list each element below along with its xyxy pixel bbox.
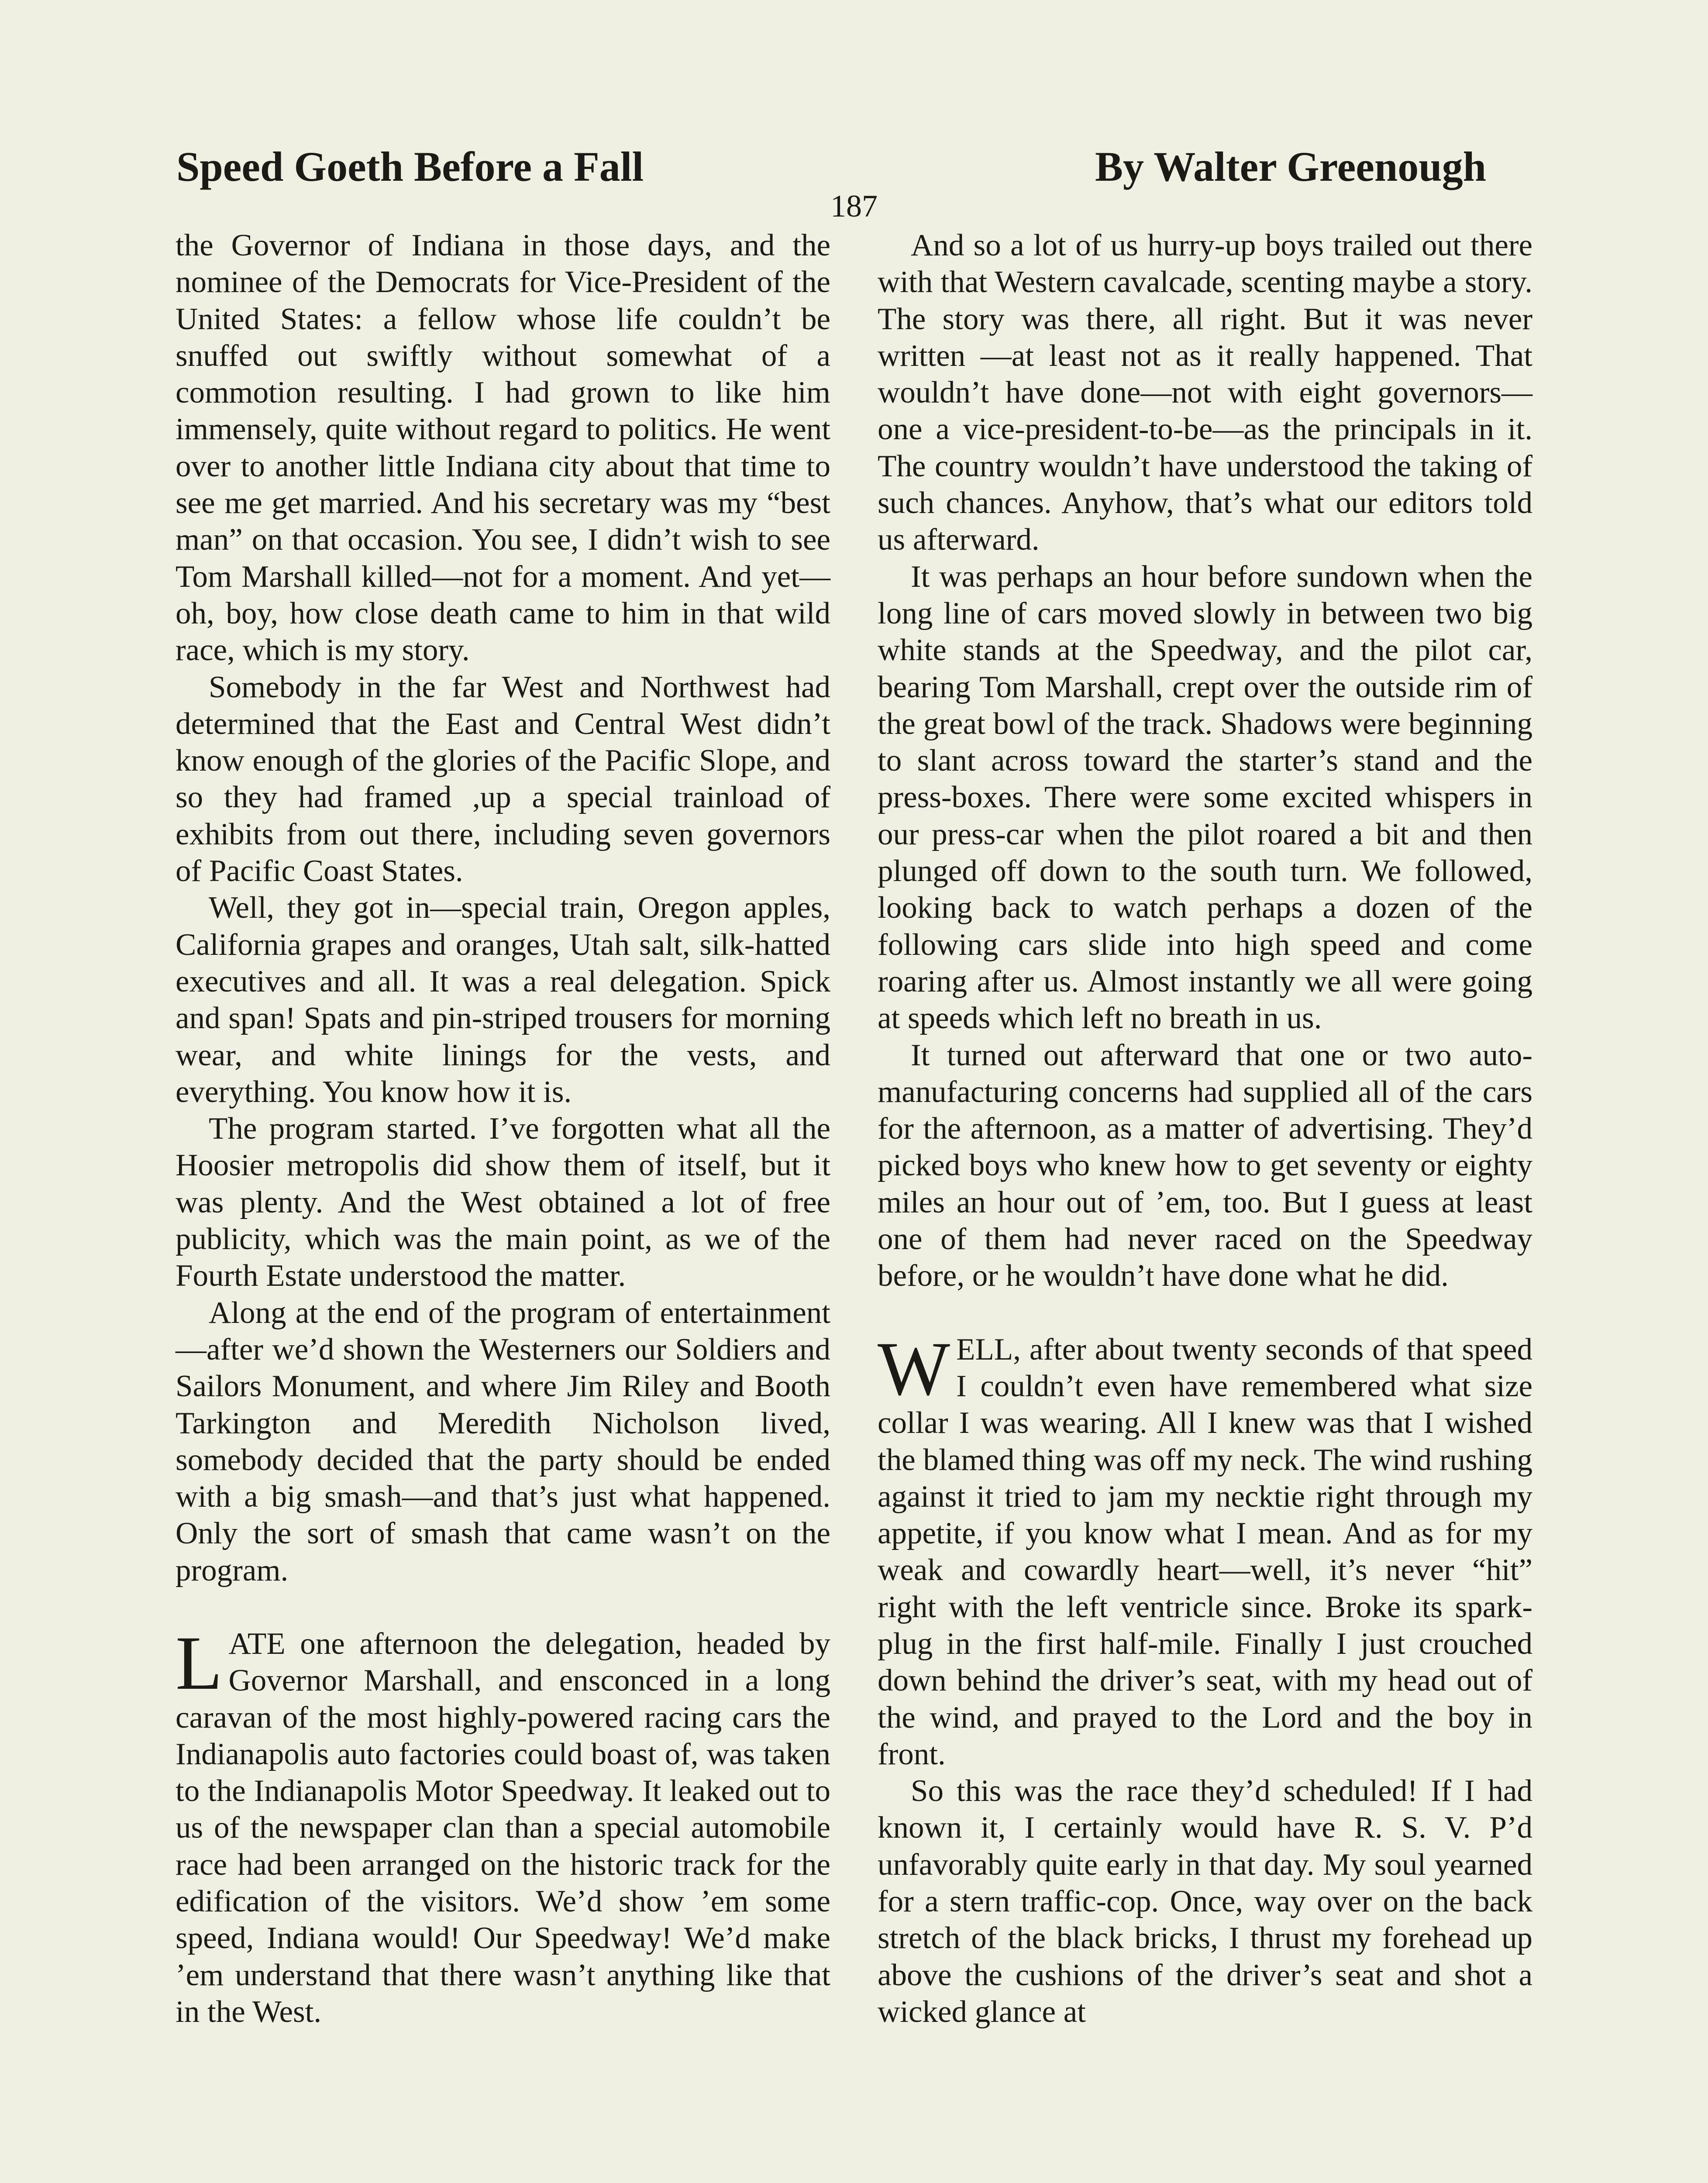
paragraph: Well, they got in—special train, Oregon apples, California grapes and oranges, Utah salt, silk-hatted executives and all. It was a real delegation. Spick and span! Spats and pin-striped trousers for morning wear, and white linings for the vests, and everything. You know how it is. xyxy=(176,891,830,1109)
paragraph: It turned out afterward that one or two auto-manufacturing concerns had supplied all of the cars for the afternoon, as a matter of advertising. They’d picked boys who knew how to get seventy or eighty miles an hour out of ’em, too. But I guess at least one of them had never raced on the Speedway before, or he wouldn’t have done what he did. xyxy=(878,1038,1532,1293)
paragraph: the Governor of Indiana in those days, and the nominee of the Democrats for Vice-President of the United States: a fellow whose life couldn’t be snuffed out swiftly without somewhat of a commotion resulting. I had grown to like him immensely, quite without regard to politics. He went over to another little Indiana city about that time to see me get married. And his secretary was my “best man” on that occasion. You see, I didn’t wish to see Tom Marshall killed—not for a moment. And yet—oh, boy, how close death came to him in that wild race, which is my story. xyxy=(176,228,830,668)
right-column xyxy=(878,227,1532,2030)
paragraph: It was perhaps an hour before sundown when the long line of cars moved slowly in between two big white stands at the Speedway, and the pilot car, bearing Tom Marshall, crept over the outside rim of the great bowl of the track. Shadows were beginning to slant across toward the starter’s stand and the press-boxes. There were some excited whispers in our press-car when the pilot roared a bit and then plunged off down to the south turn. We followed, looking back to watch perhaps a dozen of the following cars slide into high speed and come roaring after us. Almost instantly we all were going at speeds which left no breath in us. xyxy=(878,559,1532,1036)
paragraph: And so a lot of us hurry-up boys trailed out there with that Western cavalcade, scenting maybe a story. The story was there, all right. But it was never written —at least not as it really happened. That wouldn’t have done—not with eight governors—one a vice-president-to-be—as the principals in it. The country wouldn’t have understood the taking of such chances. Anyhow, that’s what our editors told us afterward. xyxy=(878,228,1532,557)
paragraph: Somebody in the far West and Northwest had determined that the East and Central West didn’t know enough of the glories of the Pacific Slope, and so they had framed ,up a special trainload of exhibits from out there, including seven governors of Pacific Coast States. xyxy=(176,670,830,888)
paragraph-text: ATE one afternoon the delegation, headed by Governor Marshall, and ensconced in a long caravan of the most highly-powered racing cars the Indianapolis auto factories could boast of, was taken to the Indianapolis Motor Speedway. It leaked out to us of the newspaper clan than a special automobile race had been arranged on the historic track for the edification of the visitors. We’d show ’em some speed, Indiana would! Our Speedway! We’d make ’em understand that there wasn’t anything like that in the West. xyxy=(176,1626,830,2029)
story-author: By Walter Greenough xyxy=(1095,143,1487,190)
paragraph: The program started. I’ve forgotten what all the Hoosier metropolis did show them of itself, but it was plenty. And the West obtained a lot of free publicity, which was the main point, as we of the Fourth Estate understood the matter. xyxy=(176,1112,830,1293)
drop-cap: L xyxy=(176,1620,223,1706)
story-title: Speed Goeth Before a Fall xyxy=(176,143,644,190)
paragraph-text: ELL, after about twenty seconds of that speed I couldn’t even have remembered what size collar I was wearing. All I knew was that I wished the blamed thing was off my neck. The wind rushing against it tried to jam my necktie right through my appetite, if you know what I mean. And as for my weak and cowardly heart—well, it’s never “hit” right with the left ventricle since. Broke its spark-plug in the first half-mile. Finally I just crouched down behind the driver’s seat, with my head out of the wind, and prayed to the Lord and the boy in front. xyxy=(878,1332,1532,1771)
paragraph-with-drop-cap xyxy=(176,1620,830,2030)
left-column xyxy=(176,227,830,2030)
drop-cap: W xyxy=(878,1326,950,1412)
paragraph-with-drop-cap xyxy=(878,1326,1532,1773)
page-number: 187 xyxy=(830,189,878,224)
paragraph: Along at the end of the program of entertainment—after we’d shown the Westerners our Soldiers and Sailors Monument, and where Jim Riley and Booth Tarkington and Meredith Nicholson lived, somebody decided that the party should be ended with a big smash—and that’s just what happened. Only the sort of smash that came wasn’t on the program. xyxy=(176,1295,830,1587)
paragraph: So this was the race they’d scheduled! If I had known it, I certainly would have R. S. V. P’d unfavorably quite early in that day. My soul yearned for a stern traffic-cop. Once, way over on the back stretch of the black bricks, I thrust my forehead up above the cushions of the driver’s seat and shot a wicked glance at xyxy=(878,1774,1532,2029)
